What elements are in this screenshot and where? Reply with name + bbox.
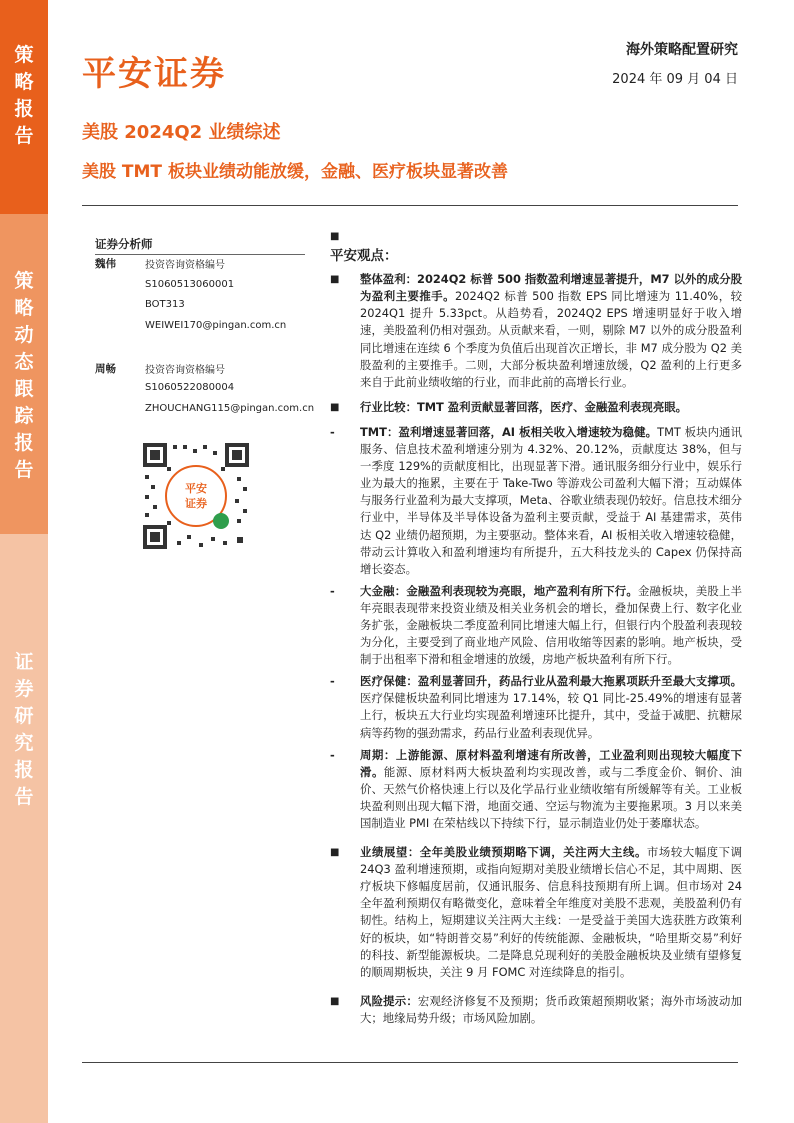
- svg-text:平安: 平安: [185, 482, 207, 495]
- sidebar-char: 报: [14, 98, 34, 120]
- sidebar-char: 报: [14, 759, 34, 781]
- sidebar-char: 略: [14, 297, 34, 319]
- sidebar-char: 策: [14, 44, 34, 66]
- analyst-name: 魏伟: [95, 258, 116, 270]
- report-subtitle: 美股 TMT 板块业绩动能放缓，金融、医疗板块显著改善: [82, 162, 508, 182]
- item-text: 医疗保健板块盈利同比增速为 17.14%，较 Q1 同比-25.49%的增速有显著上行，板块五大行业均实现盈利增速环比提升，其中，受益于减肥、抗糖尿病等药物的强劲需求，药品行业盈利表现优异。: [360, 691, 742, 740]
- sidebar-char: 策: [14, 270, 34, 292]
- dash-marker: -: [330, 583, 335, 598]
- bullet-marker: ■: [330, 847, 340, 859]
- list-item: [330, 844, 742, 981]
- item-text: 金融板块，美股上半年亮眼表现带来投资业绩及相关业务机会的增长，叠加保费上行、数字化业务扩张，金融板块二季度盈利同比增速大幅上行，但银行内个股盈利表现较为分化，主要受到了商业地产风险、信用收缩等因素的影响。地产板块，受制于出租率下滑和租金增速的放缓，房地产板块盈利有所下行。: [360, 583, 742, 667]
- sub-item: [330, 673, 742, 741]
- analyst-email[interactable]: WEIWEI170@pingan.com.cn: [145, 320, 287, 331]
- item-heading: 医疗保健：盈利显著回升，药品行业从盈利最大拖累项跃升至最大支撑项。: [360, 674, 742, 689]
- dash-marker: -: [330, 424, 335, 439]
- sidebar-char: 告: [14, 786, 34, 808]
- item-heading: 行业比较：TMT 盈利贡献显著回落，医疗、金融盈利表现亮眼。: [360, 399, 687, 414]
- item-heading: 风险提示：: [360, 993, 418, 1008]
- section-marker: ■: [330, 231, 340, 242]
- divider: [82, 205, 738, 206]
- sidebar-char: 报: [14, 432, 34, 454]
- sidebar-char: 究: [14, 732, 34, 754]
- item-heading: TMT：盈利增速显著回落，AI 板相关收入增速较为稳健。: [360, 424, 658, 439]
- key-views-title: 平安观点：: [330, 248, 398, 265]
- analyst-cert-number: S1060522080004: [145, 382, 235, 393]
- key-views: [330, 228, 742, 1035]
- item-text: 能源、原材料两大板块盈利均实现改善，或与二季度金价、铜价、油价、天然气价格快速上行以及化学品行业业绩收缩有所缓解等有关。工业板块盈利则出现大幅下滑，地面交通、空运与物流为主要拖累项。3 月以来美国制造业 PMI 在荣枯线以下持续下行，显示制造业仍处于萎靡状态。: [360, 764, 742, 830]
- sidebar-strategy-report: [0, 0, 48, 214]
- analyst-email[interactable]: ZHOUCHANG115@pingan.com.cn: [145, 403, 315, 414]
- sidebar-char: 略: [14, 71, 34, 93]
- bullet-marker: ■: [330, 401, 340, 413]
- sidebar-char: 告: [14, 125, 34, 147]
- analyst-name: 周畅: [95, 363, 116, 375]
- report-type: 海外策略配置研究: [626, 42, 738, 58]
- sidebar-char: 跟: [14, 378, 34, 400]
- bullet-marker: ■: [330, 995, 340, 1007]
- list-item: [330, 271, 742, 391]
- sub-item: [330, 424, 742, 578]
- item-heading: 大金融：金融盈利表现较为亮眼，地产盈利有所下行。: [360, 583, 638, 598]
- item-text: 2024Q2 标普 500 指数 EPS 同比增速为 11.40%，较 2024Q1 提升 5.33pct。从趋势看，2024Q2 EPS 增速明显好于收入增速，美股盈利仍相对强劲。从贡献来看，一则，剔除 M7 以外的成分股盈利同比增速在连续 6 个季度为负值后出现首次正增长，非 M7 成分股为 Q2 美股盈利的主要推手。二则，大部分板块盈利增速放缓，Q2 盈利的上行更多来自于此前业绩收缩的行业，而非此前的高增长行业。: [360, 289, 742, 389]
- report-title: 美股 2024Q2 业绩综述: [82, 122, 281, 143]
- sidebar-char: 告: [14, 459, 34, 481]
- item-heading: 整体盈利：2024Q2 标普 500 指数盈利增速显著提升，M7 以外的成分股为盈利主要推手。: [360, 272, 742, 304]
- item-heading: 业绩展望：全年美股业绩预期略下调，关注两大主线。: [360, 845, 647, 860]
- analyst-cert-label: 投资咨询资格编号: [145, 260, 225, 271]
- company-logo: 平安证券: [82, 54, 226, 94]
- sidebar-char: 研: [14, 705, 34, 727]
- sidebar-strategy-tracking: [0, 214, 48, 534]
- analyst-cert-number: S1060513060001: [145, 279, 235, 290]
- svg-text:证券: 证券: [185, 497, 207, 510]
- sidebar-char: 踪: [14, 405, 34, 427]
- sidebar-char: 态: [14, 351, 34, 373]
- item-text: 市场较大幅度下调 24Q3 盈利增速预期，或指向短期对美股业绩增长信心不足，其中周期、医疗板块下修幅度居前，仅通讯服务、信息科技预期有所上调。但市场对 24 全年盈利预期仅有略微变化，意味着全年维度对美股不悲观，美股盈利仍有韧性。结构上，短期建议关注两大主线：一是受益于美国大选获胜方政策利好的板块，如“特朗普交易”利好的传统能源、金融板块，“哈里斯交易”利好的科技、新型能源板块。二是降息兑现利好的美股金融板块及业绩有望修复的顺周期板块，关注 9 月 FOMC 对连续降息的指引。: [360, 845, 742, 979]
- sidebar: [0, 0, 48, 1123]
- sub-item: [330, 747, 742, 832]
- sub-item: [330, 583, 742, 668]
- item-text: TMT 板块内通讯服务、信息技术盈利增速分别为 4.32%、20.12%，贡献度达 38%，但与一季度 129%的贡献度相比，出现显著下滑。通讯服务细分行业中，娱乐行业为最大的拖累，主要在于 Take-Two 等游戏公司盈利大幅下滑；互动媒体与服务行业盈利为最大支撑项，Meta、谷歌业绩表现仍较好。信息技术细分行业中，半导体及半导体设备为盈利主要贡献，受益于 AI 基建需求，英伟达 Q2 业绩仍超预期，为主要驱动。整体来看，AI 板相关收入增速较稳健，带动云计算收入和盈利增速均有所提升，五大科技龙头的 Capex 仍保持高增长姿态。: [360, 424, 742, 576]
- sidebar-char: 券: [14, 678, 34, 700]
- sidebar-securities-research: [0, 534, 48, 1123]
- analyst-heading: 证券分析师: [95, 237, 153, 251]
- report-date: 2024 年 09 月 04 日: [612, 72, 738, 87]
- sidebar-char: 证: [14, 651, 34, 673]
- qr-code[interactable]: [137, 437, 255, 555]
- bullet-marker: ■: [330, 274, 340, 286]
- item-heading: 周期：上游能源、原材料盈利增速有所改善，工业盈利则出现较大幅度下滑。: [360, 747, 742, 779]
- analyst-code: BOT313: [145, 299, 185, 310]
- list-item: [330, 993, 742, 1027]
- dash-marker: -: [330, 747, 335, 762]
- divider: [95, 254, 305, 255]
- analyst-cert-label: 投资咨询资格编号: [145, 365, 225, 376]
- dash-marker: -: [330, 674, 335, 689]
- sidebar-char: 动: [14, 324, 34, 346]
- divider: [82, 1062, 738, 1063]
- list-item: [330, 399, 742, 416]
- item-text: 宏观经济修复不及预期；货币政策超预期收紧；海外市场波动加大；地缘局势升级；市场风险加剧。: [360, 993, 742, 1025]
